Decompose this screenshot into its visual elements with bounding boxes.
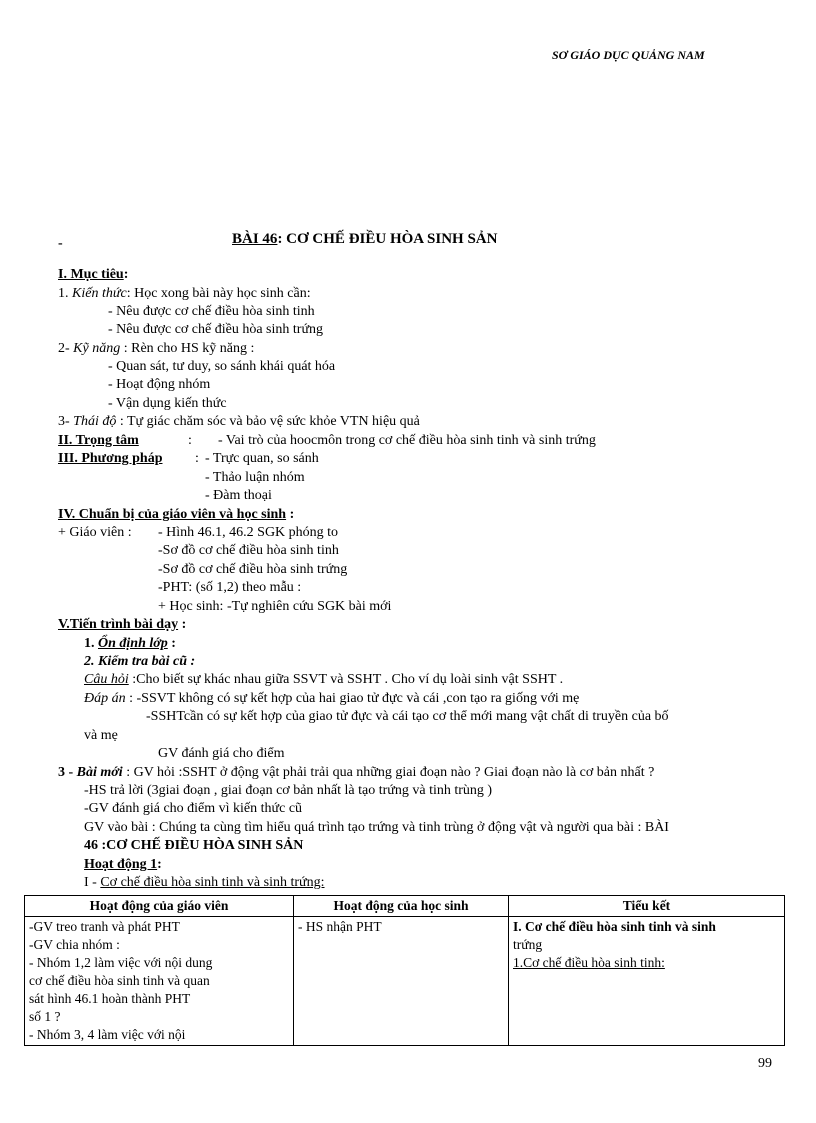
student-activity-cell — [294, 917, 509, 1046]
cell-line: -GV treo tranh và phát PHT — [29, 919, 180, 934]
item-text: : -SSVT không có sự kết hợp của hai giao tử đực và cái ,con tạo ra giống với mẹ — [125, 691, 580, 706]
section-colon: : — [178, 617, 187, 632]
section-colon: : — [286, 507, 295, 522]
review-question — [84, 671, 563, 689]
lesson-line: -HS trả lời (3giai đoạn , giai đoạn cơ bản nhất là tạo trứng và tinh trùng ) — [84, 783, 493, 798]
page-number: 99 — [758, 1056, 772, 1071]
table-header: Hoạt động của học sinh — [294, 896, 509, 917]
item-number: 3 - — [58, 765, 77, 780]
list-item: - Quan sát, tư duy, so sánh khái quát hóa — [108, 359, 336, 374]
table-header: Tiểu kết — [509, 896, 785, 917]
subsection-text: Cơ chế điều hòa sinh tinh và sinh trứng: — [100, 875, 325, 890]
review-answer-line: -SSHTcần có sự kết hợp của giao tử đực và cái tạo cơ thể mới mang vật chất di truyền của bố — [146, 709, 669, 724]
list-item: -Sơ đồ cơ chế điều hòa sinh trứng — [158, 562, 348, 577]
cell-line: - Nhóm 1,2 làm việc với nội dung — [29, 955, 213, 970]
review-answer-line: và mẹ — [84, 728, 118, 743]
teacher-activity-cell — [25, 917, 294, 1046]
list-item: - Nêu được cơ chế điều hòa sinh tinh — [108, 304, 315, 319]
section-heading: I. Mục tiêu — [58, 267, 124, 282]
student-prep: + Học sinh: -Tự nghiên cứu SGK bài mới — [158, 599, 392, 614]
teacher-label: + Giáo viên : — [58, 525, 132, 540]
section-colon: : — [195, 451, 199, 466]
summary-cell — [509, 917, 785, 1046]
leading-dash: - — [58, 236, 63, 251]
item-label: Ổn định lớp — [98, 636, 168, 651]
section-preparation — [58, 506, 294, 524]
step-review: 2. Kiểm tra bài cũ : — [84, 654, 196, 669]
list-item: - Hoạt động nhóm — [108, 377, 211, 392]
table-header-row — [25, 896, 785, 917]
cell-line: cơ chế điều hòa sinh tinh và quan — [29, 973, 210, 988]
list-item: - Đàm thoại — [205, 488, 272, 503]
lesson-title-text: : CƠ CHẾ ĐIỀU HÒA SINH SẢN — [277, 231, 498, 247]
item-text: : Rèn cho HS kỹ năng : — [120, 341, 255, 356]
list-item: -Sơ đồ cơ chế điều hòa sinh tinh — [158, 543, 339, 558]
item-label: Bài mới — [76, 765, 123, 780]
lesson-line: -GV đánh giá cho điểm vì kiến thức cũ — [84, 801, 303, 816]
list-item: - Vận dụng kiến thức — [108, 396, 227, 411]
item-number: 2- — [58, 341, 74, 356]
section-colon: : — [123, 267, 129, 282]
item-text: : GV hỏi :SSHT ở động vật phải trải qua những giai đoạn nào ? Giai đoạn nào là cơ bản nhất ? — [122, 765, 655, 780]
list-item: -PHT: (số 1,2) theo mẫu : — [158, 580, 302, 595]
item-label: Kiến thức — [72, 286, 127, 301]
cell-line: - HS nhận PHT — [298, 919, 382, 934]
cell-line: 1.Cơ chế điều hòa sinh tinh: — [513, 955, 665, 970]
item-text: : Tự giác chăm sóc và bảo vệ sức khỏe VTN hiệu quả — [116, 414, 420, 429]
subsection-number: I - — [84, 875, 101, 890]
section-methods — [58, 450, 162, 468]
lesson-title — [232, 231, 497, 248]
step-new-lesson — [58, 764, 654, 782]
section-heading: III. Phương pháp — [58, 451, 163, 466]
list-item: - Trực quan, so sánh — [205, 451, 319, 466]
list-item: - Vai trò của hoocmôn trong cơ chế điều hòa sinh tinh và sinh trứng — [218, 433, 596, 448]
item-number: 1. — [58, 286, 72, 301]
table-row — [25, 917, 785, 1046]
activity-table — [24, 895, 785, 1046]
item-text: :Cho biết sự khác nhau giữa SSVT và SSHT . Cho ví dụ loài sinh vật SSHT . — [128, 672, 564, 687]
subsection-heading — [84, 874, 325, 892]
objective-attitude — [58, 413, 420, 431]
cell-line: - Nhóm 3, 4 làm việc với nội — [29, 1027, 186, 1042]
section-heading: II. Trọng tâm — [58, 433, 139, 448]
item-label: Đáp án — [84, 691, 126, 706]
item-colon: : — [167, 636, 176, 651]
cell-line: sát hình 46.1 hoàn thành PHT — [29, 991, 191, 1006]
section-procedure — [58, 616, 186, 634]
cell-line: -GV chia nhóm : — [29, 937, 120, 952]
item-label: Thái độ — [73, 414, 117, 429]
lesson-title-inline: 46 :CƠ CHẾ ĐIỀU HÒA SINH SẢN — [84, 838, 304, 853]
activity-heading — [84, 856, 162, 874]
table-header: Hoạt động của giáo viên — [25, 896, 294, 917]
grading-note: GV đánh giá cho điểm — [158, 746, 285, 761]
cell-line: trứng — [513, 937, 543, 952]
item-text: : Học xong bài này học sinh cần: — [126, 286, 311, 301]
step-class-order — [84, 635, 176, 653]
review-answer — [84, 690, 579, 708]
list-item: - Nêu được cơ chế điều hòa sinh trứng — [108, 322, 324, 337]
lesson-line: GV vào bài : Chúng ta cùng tìm hiểu quá trình tạo trứng và tinh trùng ở động vật và người qua bài : BÀI — [84, 820, 669, 835]
objective-skills — [58, 340, 254, 358]
item-label: Kỹ năng — [73, 341, 121, 356]
activity-colon: : — [157, 857, 162, 872]
section-objectives — [58, 266, 128, 284]
section-heading: V.Tiến trình bài dạy — [58, 617, 179, 632]
header-organization: SƠ GIÁO DỤC QUẢNG NAM — [552, 48, 705, 62]
list-item: - Hình 46.1, 46.2 SGK phóng to — [158, 525, 339, 540]
cell-line: số 1 ? — [29, 1009, 61, 1024]
activity-label: Hoạt động 1 — [84, 857, 158, 872]
objective-knowledge — [58, 285, 311, 303]
section-focus — [58, 432, 139, 450]
section-colon: : — [188, 433, 192, 448]
cell-line: I. Cơ chế điều hòa sinh tinh và sinh — [513, 919, 716, 934]
lesson-number: BÀI 46 — [232, 231, 278, 247]
item-label: Câu hỏi — [84, 672, 129, 687]
item-number: 1. — [84, 636, 98, 651]
item-number: 3- — [58, 414, 74, 429]
list-item: - Thảo luận nhóm — [205, 470, 305, 485]
section-heading: IV. Chuẩn bị của giáo viên và học sinh — [58, 507, 287, 522]
